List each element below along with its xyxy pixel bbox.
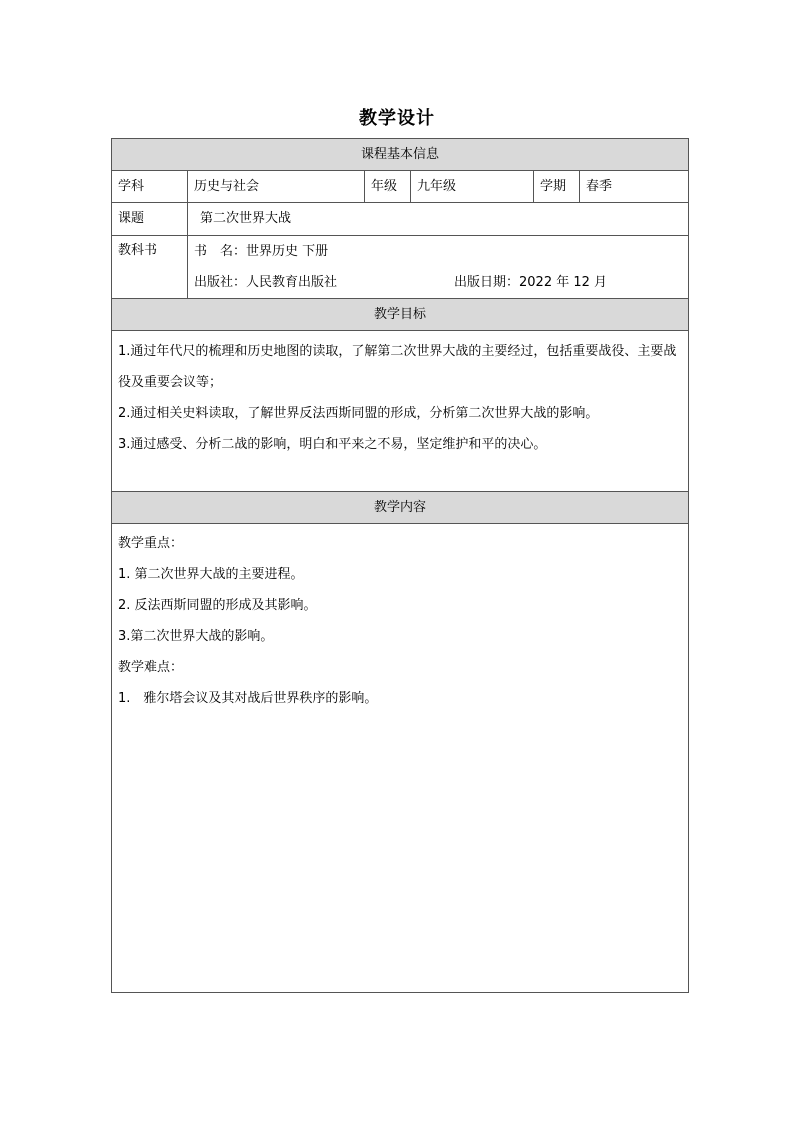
book-name: 书 名：世界历史 下册 — [194, 244, 329, 259]
publisher: 出版社：人民教育出版社 — [194, 275, 338, 290]
basic-info-header: 课程基本信息 — [112, 139, 689, 171]
textbook-label: 教科书 — [112, 236, 188, 299]
key-points-label: 教学重点： — [118, 536, 184, 551]
objective-item: 3.通过感受、分析二战的影响，明白和平来之不易，坚定维护和平的决心。 — [118, 437, 547, 452]
objective-item: 1.通过年代尺的梳理和历史地图的读取，了解第二次世界大战的主要经过，包括重要战役、主要战役及重要会议等； — [118, 344, 677, 390]
term-label: 学期 — [534, 171, 580, 203]
publish-date: 出版日期：2022 年 12 月 — [454, 275, 608, 290]
objectives-header: 教学目标 — [112, 299, 689, 331]
objectives-body — [112, 331, 689, 492]
grade-label: 年级 — [365, 171, 411, 203]
subject-value: 历史与社会 — [188, 171, 365, 203]
publisher-line — [194, 267, 682, 298]
topic-label: 课题 — [112, 203, 188, 236]
topic-value: 第二次世界大战 — [188, 203, 689, 236]
content-header: 教学内容 — [112, 492, 689, 524]
term-value: 春季 — [580, 171, 689, 203]
difficult-points-label: 教学难点： — [118, 660, 184, 675]
grade-value: 九年级 — [411, 171, 534, 203]
difficult-point-item: 1. 雅尔塔会议及其对战后世界秩序的影响。 — [118, 691, 378, 706]
key-point-item: 1. 第二次世界大战的主要进程。 — [118, 567, 304, 582]
key-point-item: 2. 反法西斯同盟的形成及其影响。 — [118, 598, 317, 613]
content-body — [112, 524, 689, 993]
document-title: 教学设计 — [359, 108, 435, 129]
objective-item: 2.通过相关史料读取，了解世界反法西斯同盟的形成，分析第二次世界大战的影响。 — [118, 406, 599, 421]
lesson-plan-table — [111, 138, 689, 993]
key-point-item: 3.第二次世界大战的影响。 — [118, 629, 274, 644]
subject-label: 学科 — [112, 171, 188, 203]
textbook-info — [188, 236, 689, 299]
